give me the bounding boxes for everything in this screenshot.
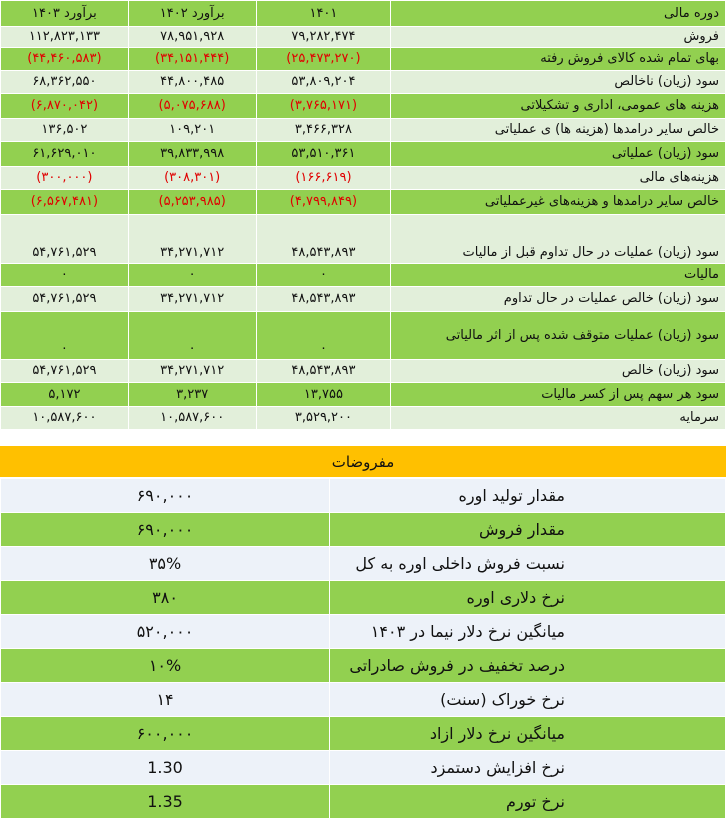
assumption-label: میانگین نرخ دلار ازاد bbox=[330, 717, 726, 751]
table-row bbox=[1, 513, 726, 547]
cell-1402: ۳۴,۲۷۱,۷۱۲ bbox=[128, 215, 256, 264]
assumption-label: میانگین نرخ دلار نیما در ۱۴۰۳ bbox=[330, 615, 726, 649]
cell-1402: ۳۴,۲۷۱,۷۱۲ bbox=[128, 287, 256, 312]
cell-1402: ۱۰,۵۸۷,۶۰۰ bbox=[128, 407, 256, 430]
assumption-value: 1.30 bbox=[1, 751, 330, 785]
table-row bbox=[1, 119, 726, 142]
assumption-label: نرخ خوراک (سنت) bbox=[330, 683, 726, 717]
table-row bbox=[1, 581, 726, 615]
row-label: فروش bbox=[391, 27, 726, 48]
cell-1403: ۵,۱۷۲ bbox=[1, 383, 129, 407]
row-label: سود (زیان) ناخالص bbox=[391, 71, 726, 94]
row-label: سود (زیان) عملیات متوقف شده پس از اثر مالیاتی bbox=[391, 312, 726, 360]
table-row bbox=[1, 547, 726, 581]
cell-1401: (۱۶۶,۶۱۹) bbox=[256, 167, 391, 190]
cell-1402: ۰ bbox=[128, 312, 256, 360]
table-row bbox=[1, 649, 726, 683]
cell-1403: (۶,۵۶۷,۴۸۱) bbox=[1, 190, 129, 215]
row-label: سود (زیان) عملیات در حال تداوم قبل از مالیات bbox=[391, 215, 726, 264]
table-row bbox=[1, 264, 726, 287]
assumption-value: ۱۴ bbox=[1, 683, 330, 717]
cell-1401: (۲۵,۴۷۳,۲۷۰) bbox=[256, 48, 391, 71]
cell-1402: (۳۰۸,۳۰۱) bbox=[128, 167, 256, 190]
header-1403: ۱۴۰۳ برآورد bbox=[1, 1, 129, 27]
table-row bbox=[1, 167, 726, 190]
table-row bbox=[1, 360, 726, 383]
row-label: خالص سایر درامدها و هزینه‌های غیرعملیاتی bbox=[391, 190, 726, 215]
table-row bbox=[1, 751, 726, 785]
row-label: خالص سایر درامدها (هزینه ها) ی عملیاتی bbox=[391, 119, 726, 142]
table-row bbox=[1, 71, 726, 94]
assumption-value: ۶۰۰,۰۰۰ bbox=[1, 717, 330, 751]
assumption-label: مقدار فروش bbox=[330, 513, 726, 547]
cell-1403: ۱۳۶,۵۰۲ bbox=[1, 119, 129, 142]
table-row bbox=[1, 785, 726, 819]
row-label: مالیات bbox=[391, 264, 726, 287]
row-label: سرمایه bbox=[391, 407, 726, 430]
cell-1403: ۰ bbox=[1, 312, 129, 360]
header-period-label: دوره مالی bbox=[391, 1, 726, 27]
cell-1401: (۴,۷۹۹,۸۴۹) bbox=[256, 190, 391, 215]
cell-1402: (۵,۲۵۳,۹۸۵) bbox=[128, 190, 256, 215]
table-row bbox=[1, 287, 726, 312]
assumption-value: ۳۵% bbox=[1, 547, 330, 581]
cell-1402: ۰ bbox=[128, 264, 256, 287]
cell-1402: (۵,۰۷۵,۶۸۸) bbox=[128, 94, 256, 119]
assumption-label: نسبت فروش داخلی اوره به کل bbox=[330, 547, 726, 581]
cell-1403: (۶,۸۷۰,۰۴۲) bbox=[1, 94, 129, 119]
row-label: سود (زیان) خالص عملیات در حال تداوم bbox=[391, 287, 726, 312]
assumption-value: ۳۸۰ bbox=[1, 581, 330, 615]
table-row bbox=[1, 48, 726, 71]
cell-1401: ۰ bbox=[256, 264, 391, 287]
assumptions-title: مفروضات bbox=[0, 446, 726, 478]
assumption-value: ۶۹۰,۰۰۰ bbox=[1, 479, 330, 513]
assumption-value: ۱۰% bbox=[1, 649, 330, 683]
cell-1403: ۱۱۲,۸۲۳,۱۳۳ bbox=[1, 27, 129, 48]
cell-1401: ۴۸,۵۴۳,۸۹۳ bbox=[256, 215, 391, 264]
cell-1401: ۵۳,۵۱۰,۳۶۱ bbox=[256, 142, 391, 167]
table-row bbox=[1, 94, 726, 119]
cell-1403: ۵۴,۷۶۱,۵۲۹ bbox=[1, 215, 129, 264]
cell-1402: ۳,۲۳۷ bbox=[128, 383, 256, 407]
assumption-label: نرخ تورم bbox=[330, 785, 726, 819]
cell-1403: (۳۰۰,۰۰۰) bbox=[1, 167, 129, 190]
row-label: هزینه‌های مالی bbox=[391, 167, 726, 190]
table-row bbox=[1, 407, 726, 430]
cell-1401: ۳,۴۶۶,۳۲۸ bbox=[256, 119, 391, 142]
table-row bbox=[1, 683, 726, 717]
header-1401: ۱۴۰۱ bbox=[256, 1, 391, 27]
assumption-label: مقدار تولید اوره bbox=[330, 479, 726, 513]
table-row bbox=[1, 717, 726, 751]
row-label: سود (زیان) خالص bbox=[391, 360, 726, 383]
cell-1402: ۱۰۹,۲۰۱ bbox=[128, 119, 256, 142]
cell-1401: ۰ bbox=[256, 312, 391, 360]
table-row bbox=[1, 27, 726, 48]
cell-1403: ۵۴,۷۶۱,۵۲۹ bbox=[1, 287, 129, 312]
cell-1401: ۵۳,۸۰۹,۲۰۴ bbox=[256, 71, 391, 94]
cell-1401: ۴۸,۵۴۳,۸۹۳ bbox=[256, 287, 391, 312]
table-header-row bbox=[1, 1, 726, 27]
table-row bbox=[1, 479, 726, 513]
cell-1401: ۱۳,۷۵۵ bbox=[256, 383, 391, 407]
table-row bbox=[1, 215, 726, 264]
cell-1403: (۴۴,۴۶۰,۵۸۳) bbox=[1, 48, 129, 71]
assumption-value: ۶۹۰,۰۰۰ bbox=[1, 513, 330, 547]
cell-1402: ۳۹,۸۳۳,۹۹۸ bbox=[128, 142, 256, 167]
row-label: سود هر سهم پس از کسر مالیات bbox=[391, 383, 726, 407]
table-row bbox=[1, 142, 726, 167]
cell-1402: ۷۸,۹۵۱,۹۲۸ bbox=[128, 27, 256, 48]
assumption-label: نرخ افزایش دستمزد bbox=[330, 751, 726, 785]
table-row bbox=[1, 190, 726, 215]
cell-1403: ۱۰,۵۸۷,۶۰۰ bbox=[1, 407, 129, 430]
header-1402: ۱۴۰۲ برآورد bbox=[128, 1, 256, 27]
cell-1402: ۳۴,۲۷۱,۷۱۲ bbox=[128, 360, 256, 383]
cell-1401: ۳,۵۲۹,۲۰۰ bbox=[256, 407, 391, 430]
cell-1403: ۶۸,۳۶۲,۵۵۰ bbox=[1, 71, 129, 94]
cell-1403: ۶۱,۶۲۹,۰۱۰ bbox=[1, 142, 129, 167]
assumptions-table bbox=[0, 478, 726, 819]
cell-1401: ۴۸,۵۴۳,۸۹۳ bbox=[256, 360, 391, 383]
cell-1403: ۵۴,۷۶۱,۵۲۹ bbox=[1, 360, 129, 383]
cell-1402: ۴۴,۸۰۰,۴۸۵ bbox=[128, 71, 256, 94]
table-row bbox=[1, 312, 726, 360]
assumption-value: 1.35 bbox=[1, 785, 330, 819]
row-label: سود (زیان) عملیاتی bbox=[391, 142, 726, 167]
table-row bbox=[1, 615, 726, 649]
row-label: بهای تمام شده کالای فروش رفته bbox=[391, 48, 726, 71]
assumption-value: ۵۲۰,۰۰۰ bbox=[1, 615, 330, 649]
table-row bbox=[1, 383, 726, 407]
cell-1401: (۳,۷۶۵,۱۷۱) bbox=[256, 94, 391, 119]
cell-1403: ۰ bbox=[1, 264, 129, 287]
cell-1402: (۳۴,۱۵۱,۴۴۴) bbox=[128, 48, 256, 71]
row-label: هزینه های عمومی، اداری و تشکیلاتی bbox=[391, 94, 726, 119]
assumption-label: درصد تخفیف در فروش صادراتی bbox=[330, 649, 726, 683]
assumption-label: نرخ دلاری اوره bbox=[330, 581, 726, 615]
cell-1401: ۷۹,۲۸۲,۴۷۴ bbox=[256, 27, 391, 48]
